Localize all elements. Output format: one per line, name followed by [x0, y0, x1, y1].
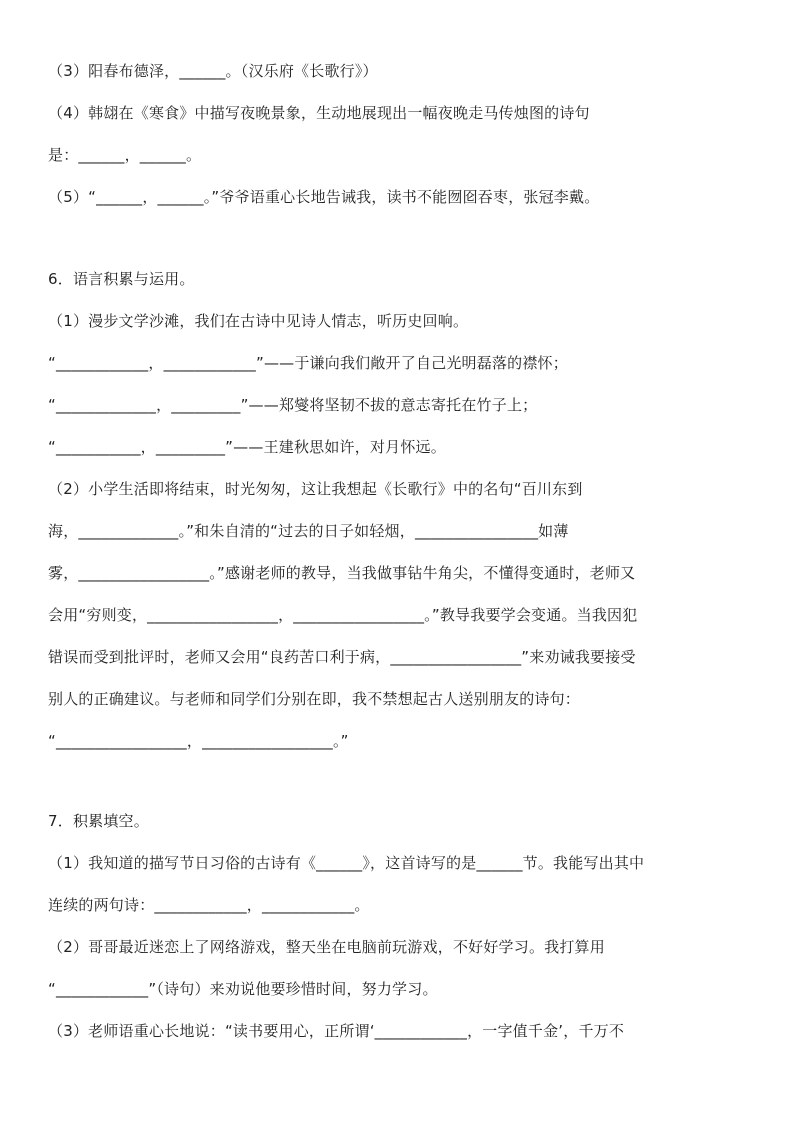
question-7-2-part2: “____________”（诗句）来劝说他要珍惜时间，努力学习。: [48, 980, 438, 998]
question-7-1-part2: 连续的两句诗：____________，____________。: [48, 896, 370, 914]
question-6-2-part4: 会用“穷则变，_________________，_________________。”教导我要学会变通。当我因犯: [48, 606, 638, 624]
question-6-2-part6: 别人的正确建议。与老师和同学们分别在即，我不禁想起古人送别朋友的诗句：: [48, 690, 581, 708]
question-6-2-part1: （2）小学生活即将结束，时光匆匆，这让我想起《长歌行》中的名句“百川东到: [48, 480, 583, 498]
question-5-5: （5）“______，______。”爷爷语重心长地告诫我，读书不能囫囵吞枣，张冠李戴。: [48, 188, 600, 206]
question-6-1-line3: “___________，_________”——王建秋思如许，对月怀远。: [48, 438, 446, 456]
question-6-2-part2: 海，_____________。”和朱自清的“过去的日子如轻烟，________________如薄: [48, 522, 569, 540]
section-6-heading: 6．语言积累与运用。: [48, 270, 195, 288]
question-6-1-line1: “____________，____________”——于谦向我们敞开了自己光明磊落的襟怀；: [48, 354, 568, 372]
question-7-2-part1: （2）哥哥最近迷恋上了网络游戏，整天坐在电脑前玩游戏，不好好学习。我打算用: [48, 938, 605, 956]
question-7-3: （3）老师语重心长地说：“读书要用心，正所谓‘____________，一字值千金’，千万不: [48, 1022, 625, 1040]
question-6-2-part5: 错误而受到批评时，老师又会用“良药苦口利于病，_________________”来劝诫我要接受: [48, 648, 636, 666]
question-6-1: （1）漫步文学沙滩，我们在古诗中见诗人情志，听历史回响。: [48, 312, 469, 330]
question-6-1-line2: “_____________，_________”——郑燮将坚韧不拔的意志寄托在竹子上；: [48, 396, 538, 414]
question-7-1-part1: （1）我知道的描写节日习俗的古诗有《______》，这首诗写的是______节。我能写出其中: [48, 854, 645, 872]
question-6-2-part7: “_________________，_________________。”: [48, 732, 349, 750]
question-5-3: （3）阳春布德泽，______。（汉乐府《长歌行》）: [48, 62, 378, 80]
question-5-4-part2: 是：______，______。: [48, 146, 202, 164]
question-5-4-part1: （4）韩翃在《寒食》中描写夜晚景象，生动地展现出一幅夜晚走马传烛图的诗句: [48, 104, 590, 122]
question-6-2-part3: 雾，_________________。”感谢老师的教导，当我做事钻牛角尖，不懂得变通时，老师又: [48, 564, 636, 582]
section-7-heading: 7．积累填空。: [48, 812, 149, 830]
